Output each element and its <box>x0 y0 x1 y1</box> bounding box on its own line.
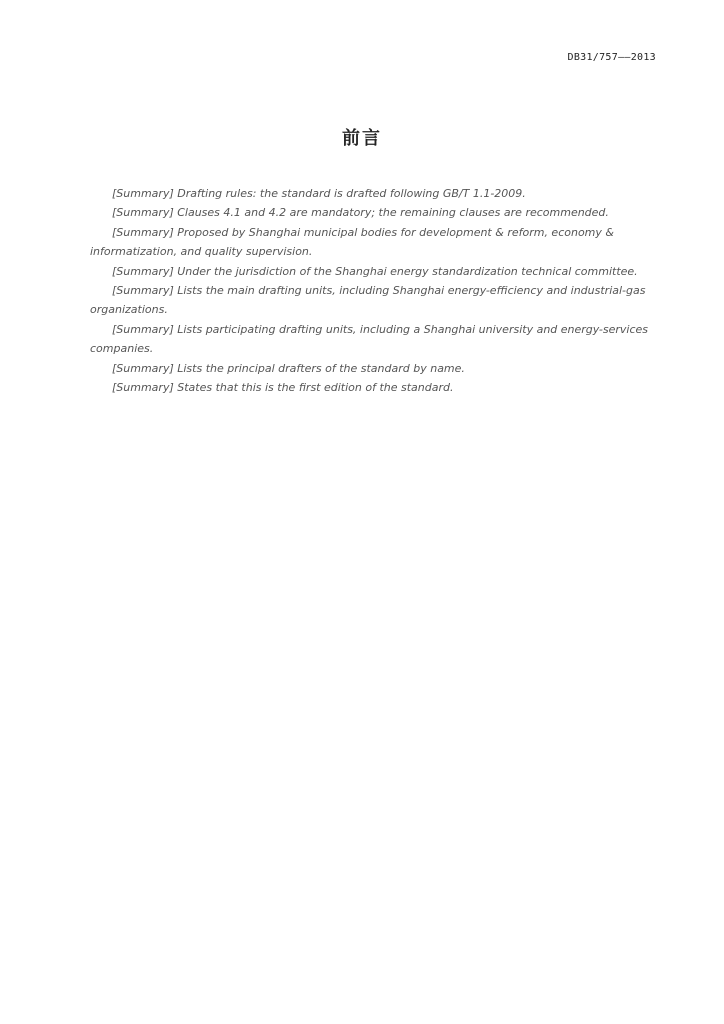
page-title: 前言 <box>342 128 382 149</box>
summary-paragraph: [Summary] Drafting rules: the standard is drafted following GB/T 1.1-2009. <box>112 187 526 200</box>
foreword-body <box>90 184 656 397</box>
standard-code: DB31/757——2013 <box>567 52 656 63</box>
summary-paragraph: [Summary] Lists the principal drafters of the standard by name. <box>112 361 465 375</box>
summary-paragraph: [Summary] Lists the main drafting units, including Shanghai energy-efficiency and industrial-gas organizations. <box>90 284 646 317</box>
summary-paragraph: [Summary] States that this is the first edition of the standard. <box>112 381 454 395</box>
summary-paragraph: [Summary] Proposed by Shanghai municipal bodies for development & reform, economy & informatization, and quality supervision. <box>90 225 614 259</box>
summary-paragraph: [Summary] Clauses 4.1 and 4.2 are mandatory; the remaining clauses are recommended. <box>112 206 609 220</box>
summary-paragraph: [Summary] Under the jurisdiction of the Shanghai energy standardization technical committee. <box>112 264 638 278</box>
summary-paragraph: [Summary] Lists participating drafting units, including a Shanghai university and energy-services companies. <box>90 322 649 356</box>
